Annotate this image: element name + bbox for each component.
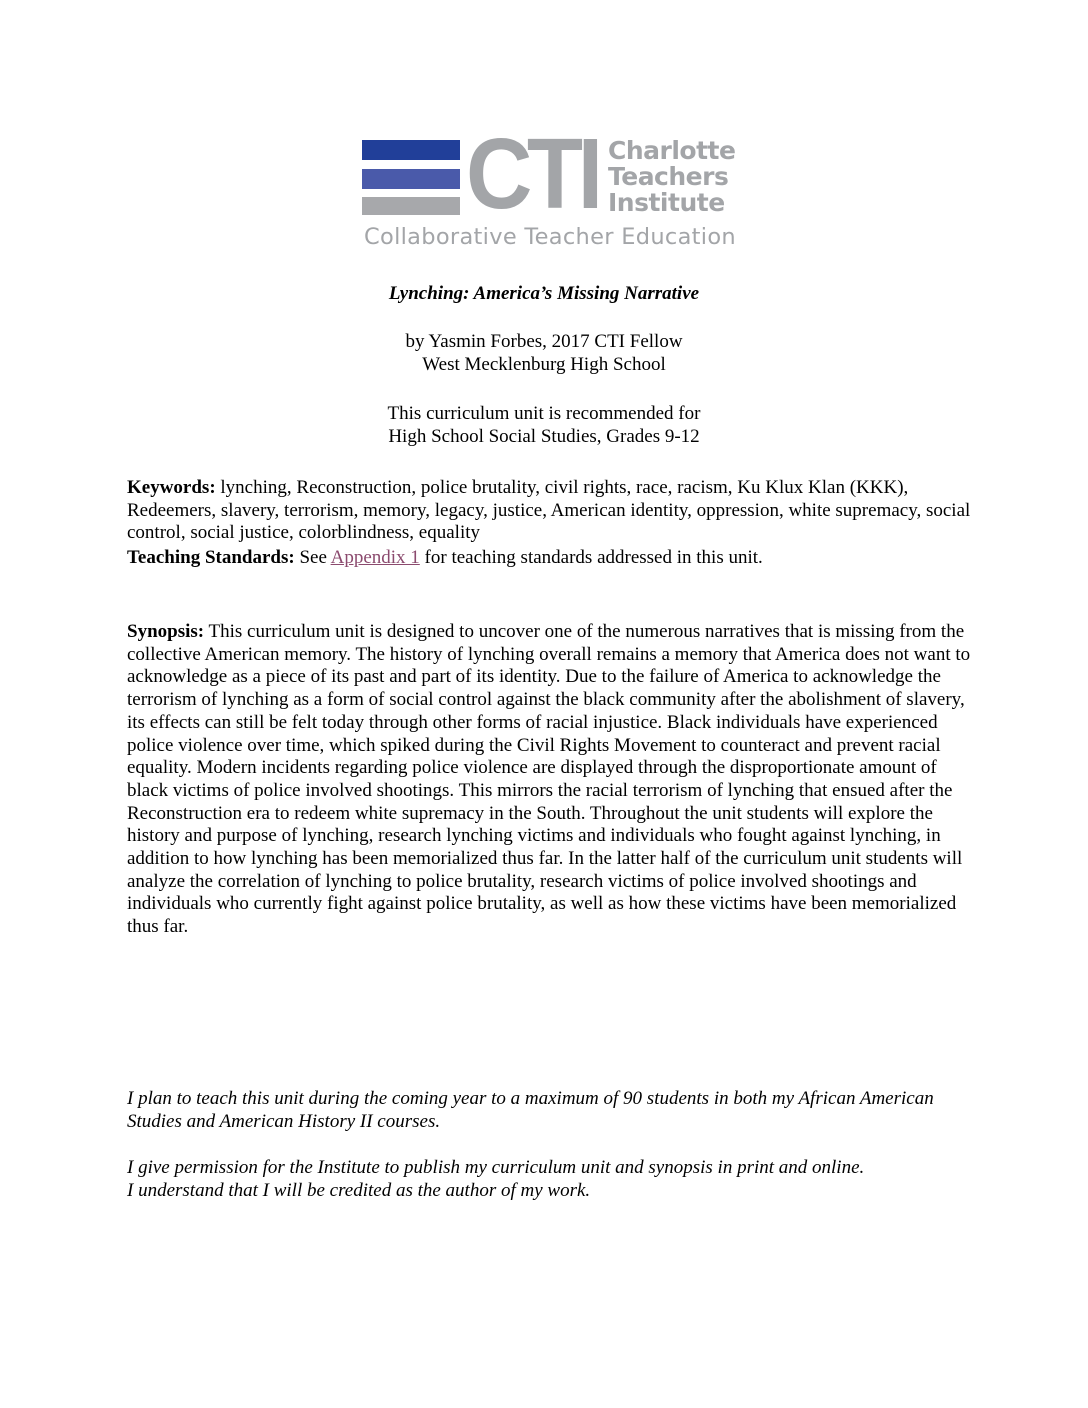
school-name: West Mecklenburg High School xyxy=(422,354,666,375)
logo-org-line2: Teachers xyxy=(608,162,729,191)
logo-org-name xyxy=(608,138,735,216)
cti-logo xyxy=(362,118,742,253)
logo-bar-middle xyxy=(362,169,460,189)
permission-line1: I give permission for the Institute to publish my curriculum unit and synopsis in print and online. xyxy=(127,1157,865,1178)
permission-line2: I understand that I will be credited as the author of my work. xyxy=(127,1179,591,1201)
synopsis-label: Synopsis: xyxy=(127,621,205,642)
logo-tagline: Collaborative Teacher Education xyxy=(364,224,736,250)
keywords-text: lynching, Reconstruction, police brutality, civil rights, race, racism, Ku Klux Klan (KKK), Redeemers, slavery, terrorism, memory, legacy, justice, American identity, oppression, white supremacy, social control, social justice, colorblindness, equality xyxy=(127,477,971,544)
author-block xyxy=(0,330,1088,376)
keywords-label: Keywords: xyxy=(127,477,216,498)
recommendation-line2: High School Social Studies, Grades 9-12 xyxy=(388,426,700,447)
logo-acronym: CTI xyxy=(466,118,598,230)
logo-bar-top xyxy=(362,140,460,160)
teaching-standards-suffix: for teaching standards addressed in this unit. xyxy=(419,547,763,568)
recommendation-block xyxy=(0,402,1088,448)
teaching-standards-label: Teaching Standards: xyxy=(127,547,295,568)
document-title: Lynching: America’s Missing Narrative xyxy=(388,283,700,304)
logo-bar-bottom xyxy=(362,197,460,215)
author-byline: by Yasmin Forbes, 2017 CTI Fellow xyxy=(405,331,683,352)
keywords-paragraph xyxy=(127,477,972,545)
logo-org-line1: Charlotte xyxy=(608,136,736,165)
synopsis-text: This curriculum unit is designed to uncover one of the numerous narratives that is missing from the collective American memory. The history of lynching overall remains a memory that America does not want to acknowledge as a piece of its past and part of its identity. Due to the failure of America to acknowledge the terrorism of lynching as a form of social control against the black community after the abolishment of slavery, its effects can still be felt today through other forms of racial injustice. Black individuals have experienced police violence over time, which spiked during the Civil Rights Movement to counteract and prevent racial equality. Modern incidents regarding police violence are displayed through the disproportionate amount of black victims of police involved shootings. This mirrors the racial terrorism of lynching that ensued after the Reconstruction era to redeem white supremacy in the South. Throughout the unit students will explore the history and purpose of lynching, research lynching victims and individuals who fought against lynching, in addition to how lynching has been memorialized thus far. In the latter half of the curriculum unit students will analyze the correlation of lynching to police brutality, research victims of police involved shootings and individuals who currently fight against police brutality, as well as how these victims have been memorialized thus far. xyxy=(127,621,971,938)
teaching-standards-prefix: See xyxy=(294,547,331,568)
permission-statement xyxy=(127,1157,972,1202)
teaching-standards-paragraph xyxy=(127,547,972,570)
plan-statement: I plan to teach this unit during the coming year to a maximum of 90 students in both my African American Studies and American History II courses. xyxy=(127,1088,934,1132)
logo-org-line3: Institute xyxy=(608,188,725,217)
appendix-1-link[interactable]: Appendix 1 xyxy=(330,547,420,568)
recommendation-line1: This curriculum unit is recommended for xyxy=(387,403,701,424)
synopsis-paragraph xyxy=(127,621,972,939)
